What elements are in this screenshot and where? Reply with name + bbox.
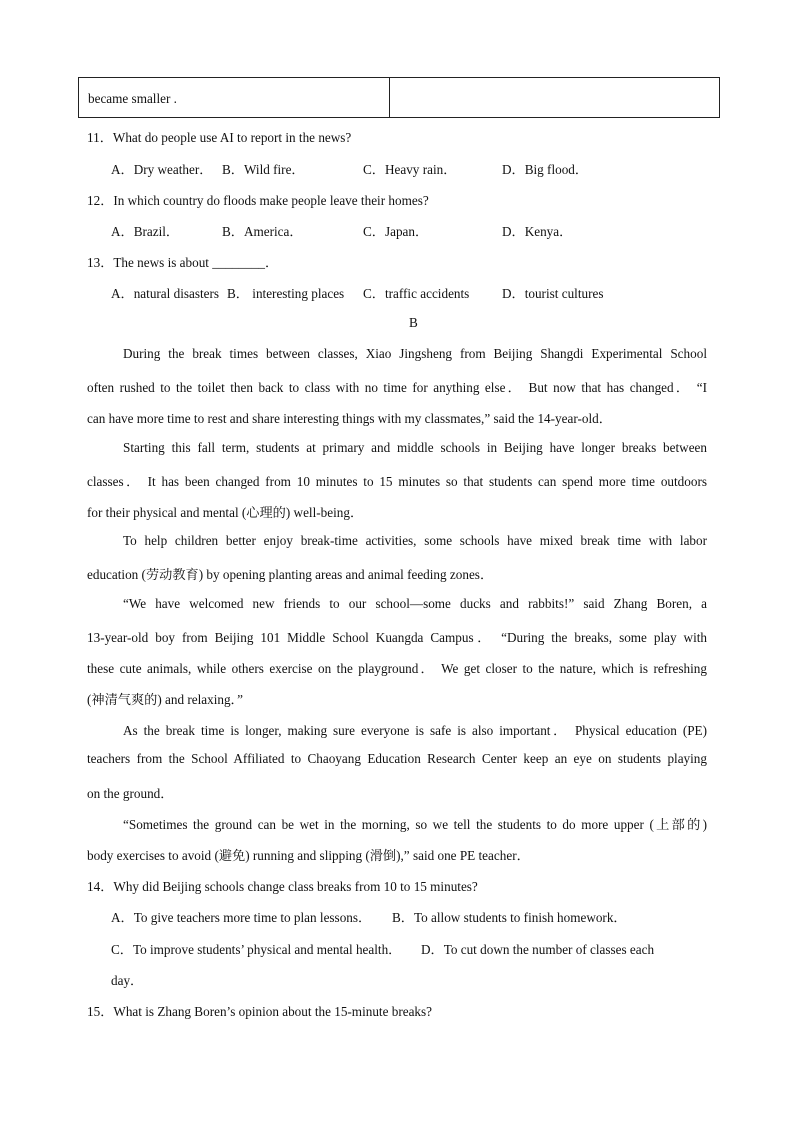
- q12-option-a: A．Brazil．: [111, 224, 180, 239]
- q11-option-b: B．Wild fire．: [222, 162, 305, 177]
- q11-option-a: A．Dry weather．: [111, 162, 213, 177]
- passage-line: To help children better enjoy break-time activities, some schools have mixed break time with labor: [123, 533, 707, 548]
- passage-line: 13-year-old boy from Beijing 101 Middle School Kuangda Campus． “During the breaks, some play with: [87, 630, 707, 645]
- passage-line: often rushed to the toilet then back to class with no time for anything else． But now that has changed． “I: [87, 380, 707, 395]
- passage-line: on the ground．: [87, 786, 174, 801]
- section-label: B: [409, 315, 418, 330]
- passage-line: can have more time to rest and share interesting things with my classmates,” said the 14-year-old．: [87, 411, 612, 426]
- passage-line: (神清气爽的) and relaxing．”: [87, 692, 244, 707]
- answer-table: [78, 77, 720, 118]
- passage-line: “We have welcomed new friends to our school—some ducks and rabbits!” said Zhang Boren, a: [123, 596, 707, 611]
- passage-line: teachers from the School Affiliated to Chaoyang Education Research Center keep an eye on students playing: [87, 751, 707, 766]
- table-cell-left: became smaller .: [79, 78, 390, 117]
- question-14: 14．Why did Beijing schools change class breaks from 10 to 15 minutes?: [87, 879, 478, 894]
- passage-line: education (劳动教育) by opening planting areas and animal feeding zones．: [87, 567, 494, 582]
- question-13: 13．The news is about ________．: [87, 255, 279, 270]
- q11-option-c: C．Heavy rain．: [363, 162, 457, 177]
- question-12: 12．In which country do floods make people leave their homes?: [87, 193, 429, 208]
- question-15: 15．What is Zhang Boren’s opinion about the 15-minute breaks?: [87, 1004, 432, 1019]
- q13-option-a: A．natural disasters: [111, 286, 220, 301]
- q14-option-a: A．To give teachers more time to plan lessons．: [111, 910, 372, 925]
- q11-option-d: D．Big flood．: [502, 162, 589, 177]
- q13-option-c: C．traffic accidents: [363, 286, 470, 301]
- passage-line: “Sometimes the ground can be wet in the morning, so we tell the students to do more upper (上部的): [123, 817, 707, 832]
- q12-option-b: B．America．: [222, 224, 303, 239]
- q13-option-b: B． interesting places: [227, 286, 345, 301]
- q14-option-d-continued: day．: [111, 973, 144, 988]
- passage-line: classes． It has been changed from 10 minutes to 15 minutes so that students can spend more time outdoors: [87, 474, 707, 489]
- passage-line: for their physical and mental (心理的) well-being．: [87, 505, 364, 520]
- q13-option-d: D．tourist cultures: [502, 286, 604, 301]
- passage-line: As the break time is longer, making sure everyone is safe is also important． Physical education (PE): [123, 723, 707, 738]
- passage-line: During the break times between classes, Xiao Jingsheng from Beijing Shangdi Experimental School: [123, 346, 707, 361]
- passage-line: Starting this fall term, students at primary and middle schools in Beijing have longer breaks between: [123, 440, 707, 455]
- q12-option-d: D．Kenya．: [502, 224, 573, 239]
- q14-option-b: B．To allow students to finish homework．: [392, 910, 627, 925]
- question-11: 11．What do people use AI to report in the news?: [87, 130, 352, 145]
- q14-option-d: D．To cut down the number of classes each: [421, 942, 655, 957]
- table-cell-right: [390, 78, 719, 117]
- q14-option-c: C．To improve students’ physical and mental health．: [111, 942, 402, 957]
- q12-option-c: C．Japan．: [363, 224, 429, 239]
- passage-line: these cute animals, while others exercise on the playground． We get closer to the nature, which is refreshing: [87, 661, 707, 676]
- passage-line: body exercises to avoid (避免) running and slipping (滑倒),” said one PE teacher．: [87, 848, 530, 863]
